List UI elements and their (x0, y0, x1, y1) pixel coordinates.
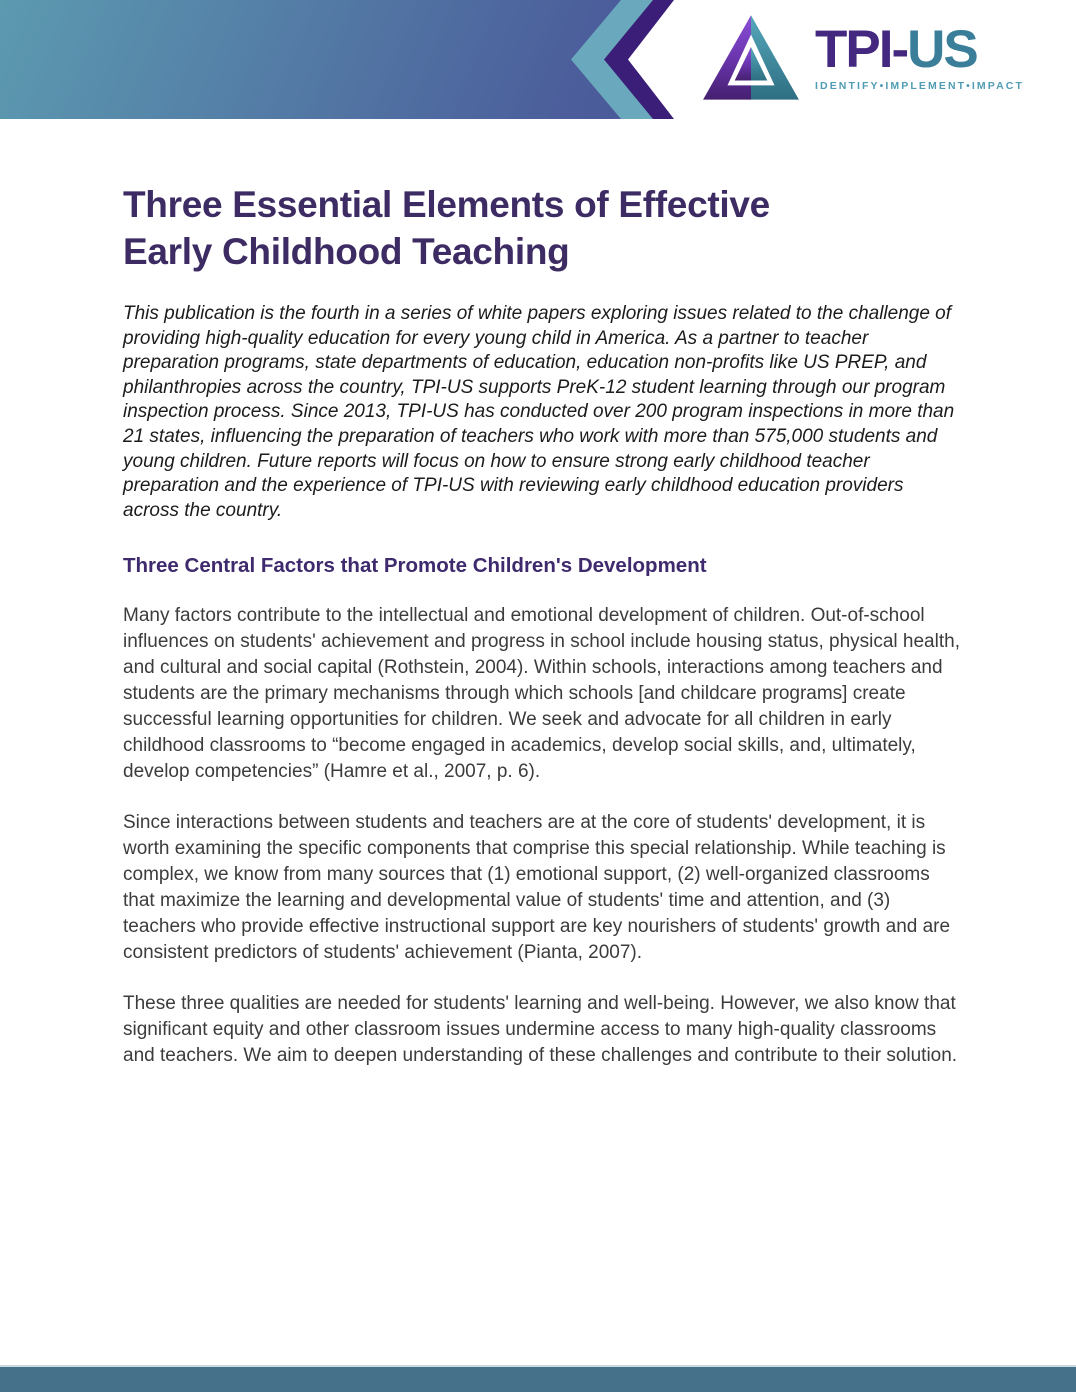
brand-name-us: US (907, 20, 977, 79)
brand-tagline: IDENTIFY•IMPLEMENT•IMPACT (815, 80, 1024, 92)
section-heading: Three Central Factors that Promote Children's Development (123, 554, 707, 578)
body-paragraph-2: Since interactions between students and teachers are at the core of students' development, it is worth examining the specific components that comprise this special relationship. While teaching is complex, we know from many sources that (1) emotional support, (2) well-organized classrooms that maximize the learning and developmental value of students' time and attention, and (3) teachers who provide effective instructional support are key nourishers of students' growth and are consistent predictors of students' achievement (Pianta, 2007). (123, 812, 951, 964)
brand-name (815, 20, 1024, 79)
page-title (123, 181, 1076, 275)
footer-bar (0, 1365, 1076, 1392)
body-paragraph-1: Many factors contribute to the intellectual and emotional development of children. Out-of-school influences on students' achievement and progress in school include housing status, physical health, and cultural and social capital (Rothstein, 2004). Within schools, interactions among teachers and students are the primary mechanisms through which schools [and childcare programs] create successful learning opportunities for children. We seek and advocate for all children in early childhood classrooms to “become engaged in academics, develop social skills, and, ultimately, develop competencies” (Hamre et al., 2007, p. 6). (123, 605, 960, 783)
logo-text (815, 20, 1024, 92)
page-title-line-2: Early Childhood Teaching (123, 231, 570, 272)
page-title-line-1: Three Essential Elements of Effective (123, 184, 770, 225)
header-banner (0, 0, 1076, 119)
body-paragraph-3: These three qualities are needed for students' learning and well-being. However, we also know that significant equity and other classroom issues undermine access to many high-quality classrooms and teachers. We aim to deepen understanding of these challenges and contribute to their solution. (123, 993, 958, 1067)
document-content (0, 181, 1076, 1069)
intro-paragraph: This publication is the fourth in a series of white papers exploring issues related to the challenge of providing high-quality education for every young child in America. As a partner to teacher preparation programs, state departments of education, education non-profits like US PREP, and philanthropies across the country, TPI-US supports PreK-12 student learning through our program inspection process. Since 2013, TPI-US has conducted over 200 program inspections in more than 21 states, influencing the preparation of teachers who work with more than 575,000 students and young children. Future reports will focus on how to ensure strong early childhood teacher preparation and the experience of TPI-US with reviewing early childhood education providers across the country. (123, 303, 955, 521)
logo-triangle-icon (703, 13, 799, 102)
tpi-us-logo (703, 13, 1024, 102)
brand-name-tpi: TPI- (815, 20, 908, 79)
